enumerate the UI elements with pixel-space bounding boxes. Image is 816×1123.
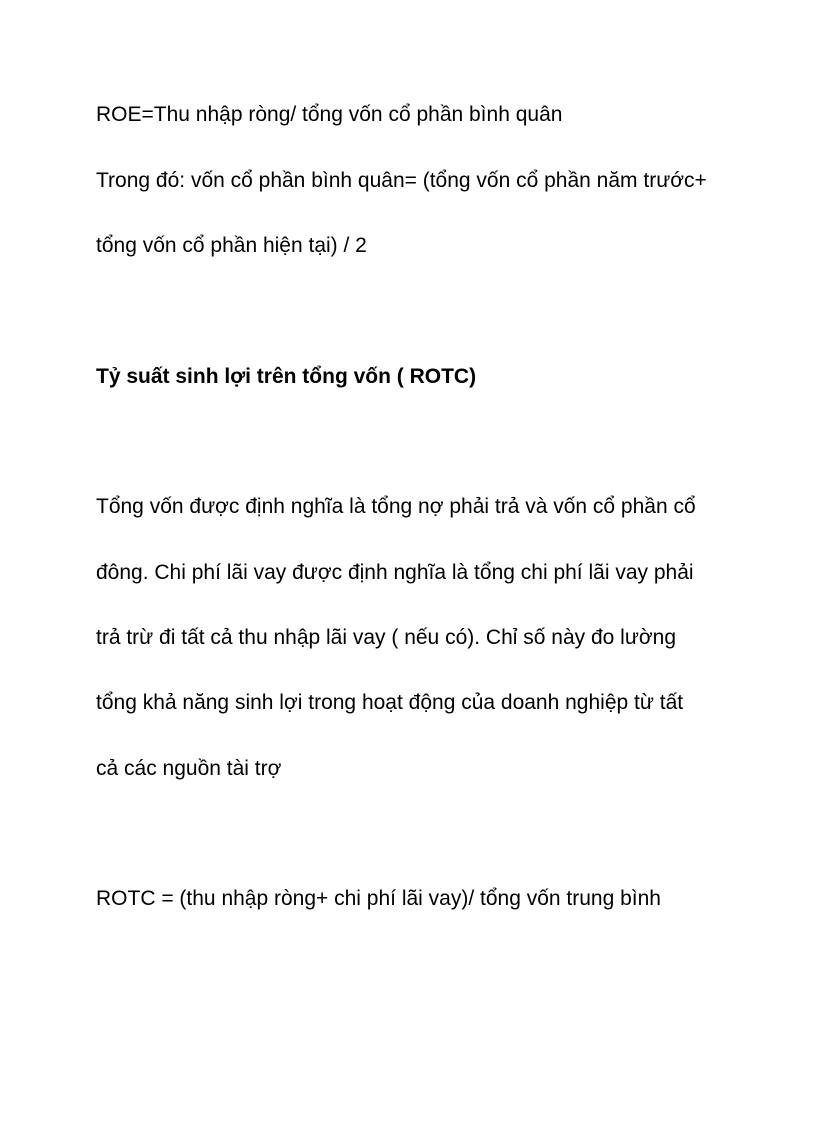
paragraph-line-2: đông. Chi phí lãi vay được định nghĩa là tổng chi phí lãi vay phải bbox=[96, 561, 694, 584]
paragraph-line-3: trả trừ đi tất cả thu nhập lãi vay ( nếu có). Chỉ số này đo lường bbox=[96, 626, 677, 649]
paragraph-line-5: cả các nguồn tài trợ bbox=[96, 757, 282, 780]
paragraph-line-1: Tổng vốn được định nghĩa là tổng nợ phải trả và vốn cổ phần cổ bbox=[96, 495, 696, 518]
definition-line-1: Trong đó: vốn cổ phần bình quân= (tổng vốn cổ phần năm trước+ bbox=[96, 169, 707, 192]
paragraph-line-4: tổng khả năng sinh lợi trong hoạt động của doanh nghiệp từ tất bbox=[96, 691, 684, 714]
rotc-heading: Tỷ suất sinh lợi trên tổng vốn ( ROTC) bbox=[96, 365, 477, 388]
roe-formula: ROE=Thu nhập ròng/ tổng vốn cổ phần bình quân bbox=[96, 103, 563, 126]
definition-line-2: tổng vốn cổ phần hiện tại) / 2 bbox=[96, 234, 367, 257]
rotc-formula: ROTC = (thu nhập ròng+ chi phí lãi vay)/ tổng vốn trung bình bbox=[96, 887, 661, 910]
